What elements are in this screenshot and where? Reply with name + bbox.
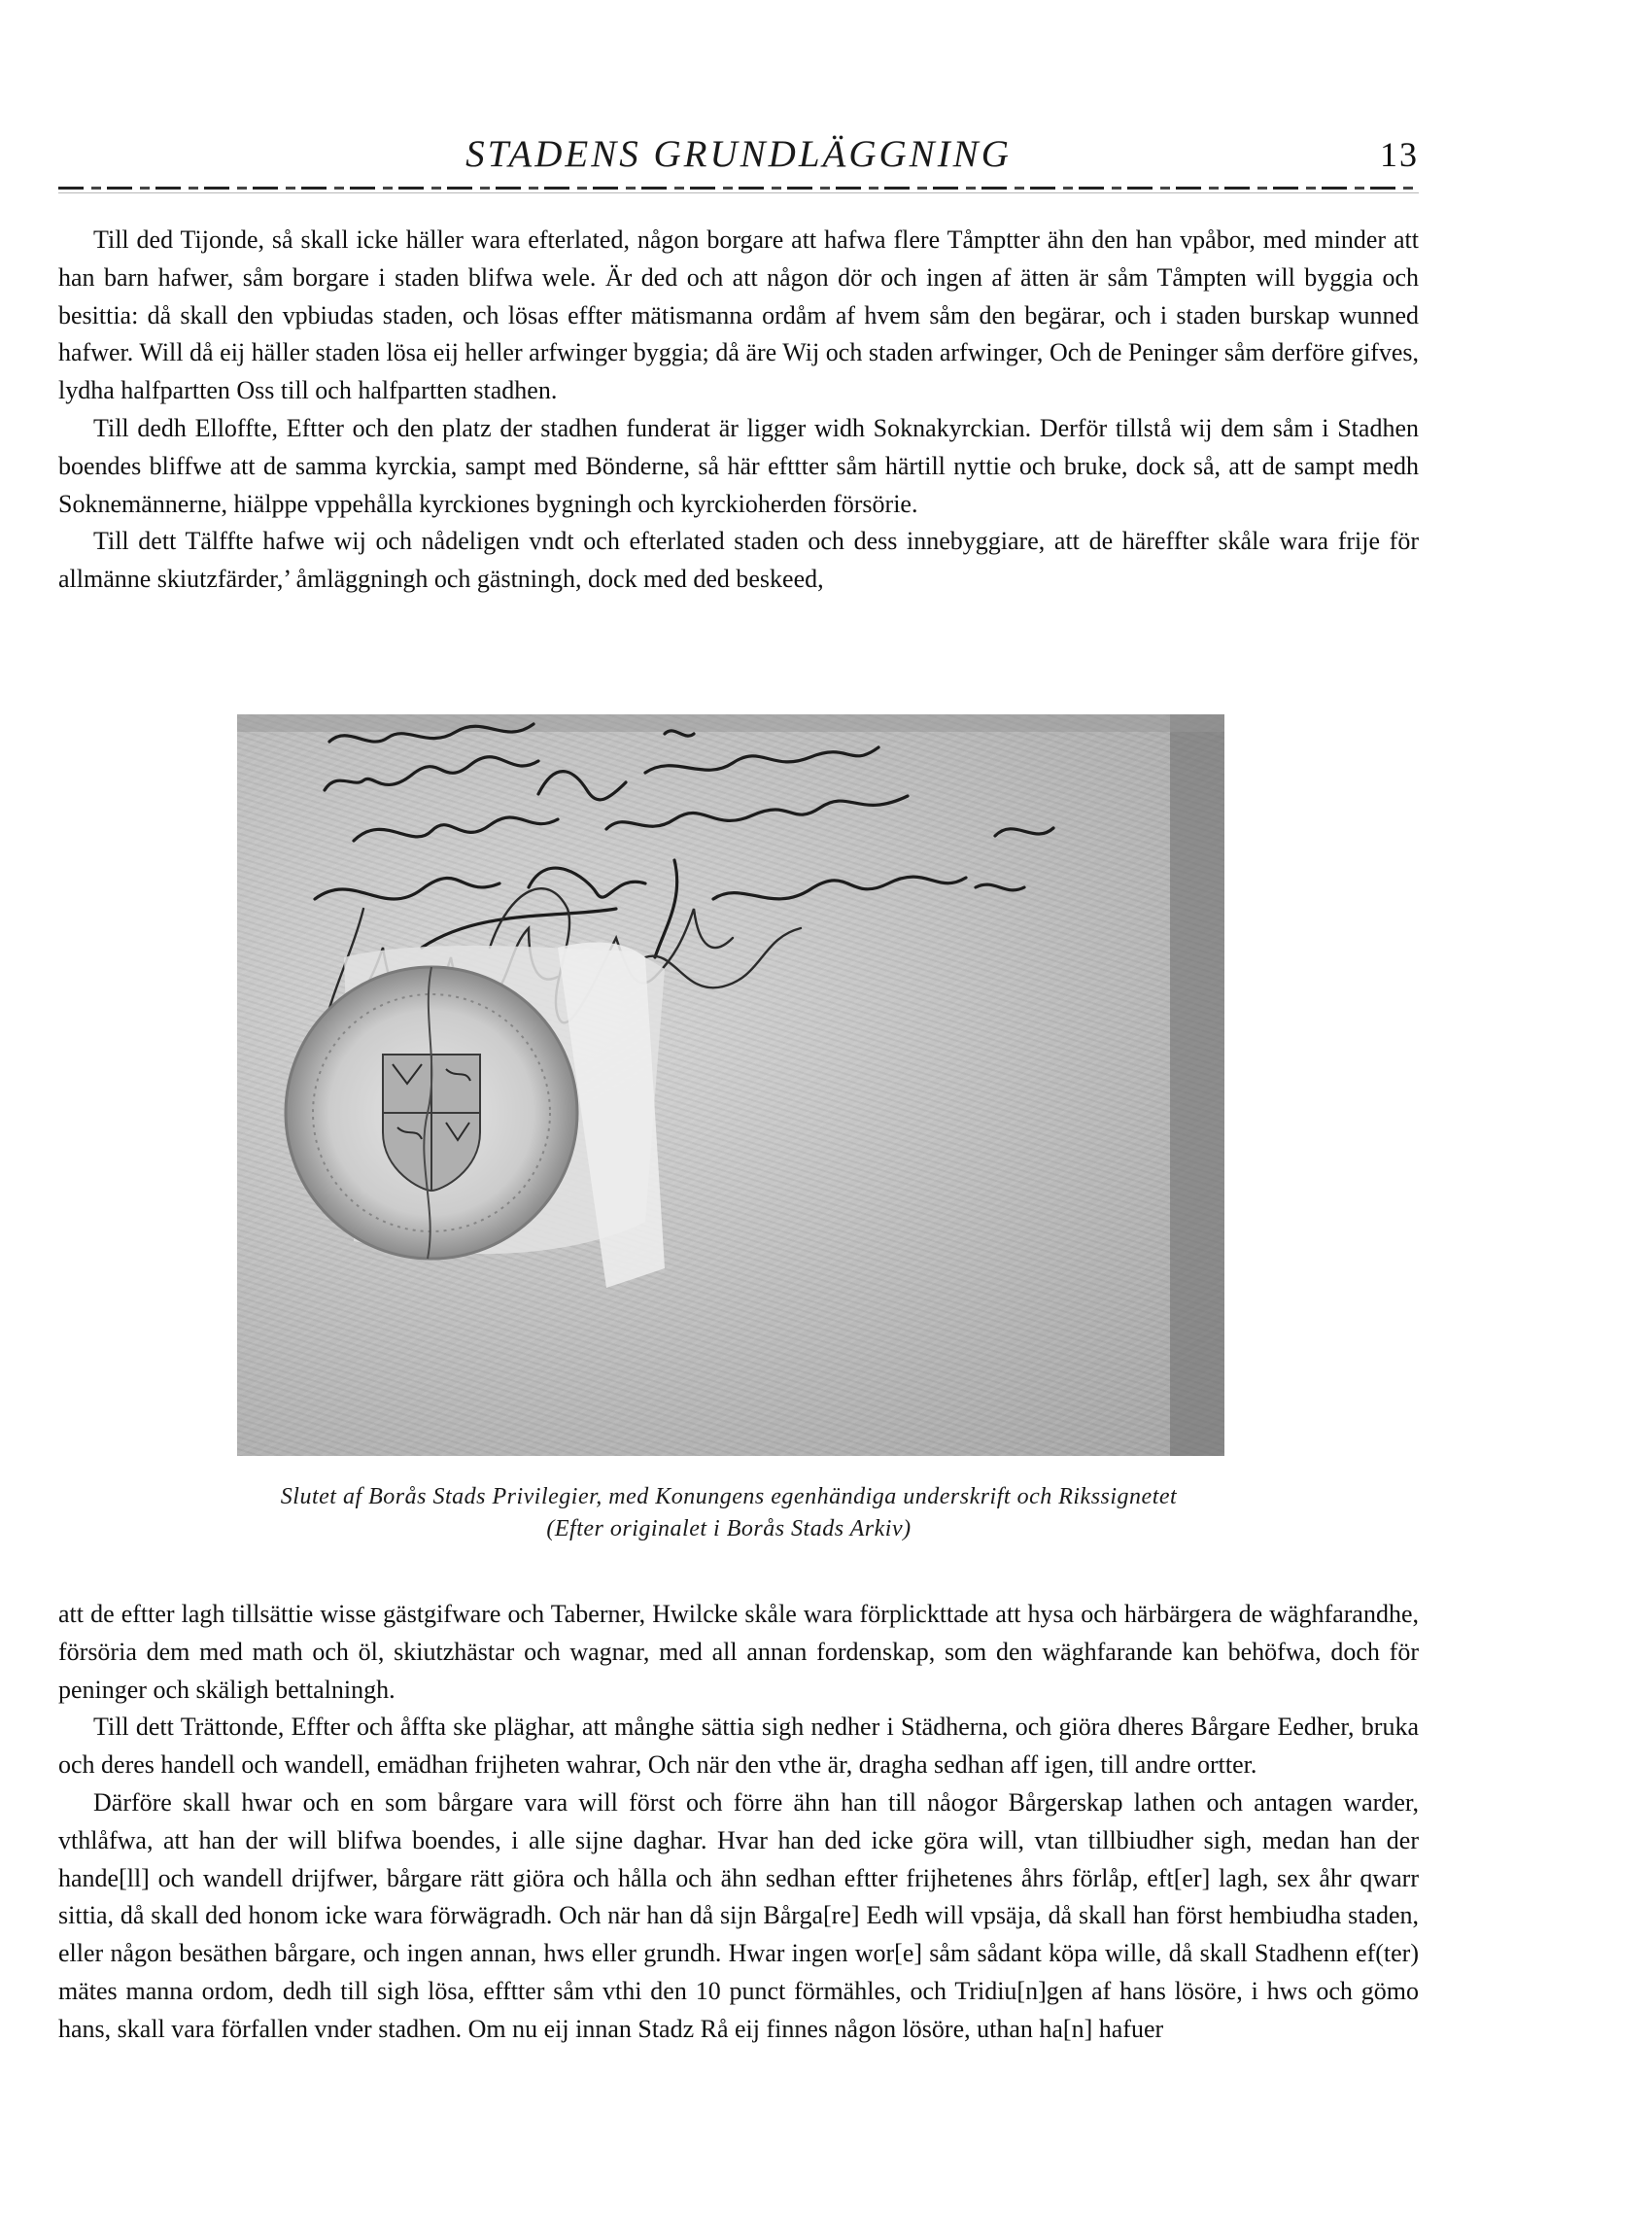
paragraph-twelfth: Till dett Tälffte hafwe wij och nådeligen vndt och efterlated staden och dess innebyggiare, att de häreffter skåle wara frije för allmänne skiutzfärder,’ åmläggningh och gästningh, dock med ded beskeed, [58,527,1419,594]
caption-line-2: (Efter originalet i Borås Stads Arkiv) [546,1516,912,1541]
paragraph-tenth: Till ded Tijonde, så skall icke häller wara efterlated, någon borgare att hafwa flere Tåmptter ähn den han vpåbor, med minder att han barn hafwer, såm borgare i staden blifwa wele. Är ded och att någon dör och ingen af ätten är såm Tåmpten will byggia och besittia: då skall den vpbiudas staden, och lösas effter mätismanna ordåm af hvem såm den begärar, och i staden burskap wunned hafwer. Will då eij häller staden lösa eij heller arfwinger byggia; då äre Wij och staden arfwinger, Och de Peninger såm derföre gifves, lydha halfpartten Oss till och halfpartten stadhen. [58,225,1419,405]
page-number: 13 [1380,135,1419,174]
manuscript-photograph [237,714,1224,1456]
paragraph-thirteenth: Till dett Trättonde, Effter och åffta ske pläghar, att månghe sättia sigh nedher i Städherna, och giöra dheres Bårgare Eedher, bruka och deres handell och wandell, emädhan frijheten wahrar, Och när den vthe är, dragha sedhan aff igen, till andre ortter. [58,1713,1419,1780]
body-text-top [58,222,1419,599]
manuscript-illustration [237,714,1224,1456]
header-rule-shadow [58,192,1419,193]
page-edge-shadow [1170,714,1224,1456]
header-rule [58,187,1419,190]
page-header [58,132,1419,181]
body-text-bottom [58,1596,1419,2049]
paragraph-eleventh: Till dedh Elloffte, Eftter och den platz der stadhen funderat är ligger widh Soknakyrckian. Derför tillstå wij dem såm i Stadhen boendes bliffwe att de samma kyrckia, sampt med Bönderne, så här efttter såm härtill nyttie och bruke, dock så, att de sampt medh Soknemännerne, hiälppe vppehålla kyrckiones bygningh och kyrckioherden försörie. [58,413,1419,518]
figure-caption [194,1481,1263,1545]
running-title: STADENS GRUNDLÄGGNING [465,133,1012,175]
paragraph-continuation: att de eftter lagh tillsättie wisse gästgifware och Taberner, Hwilcke skåle wara förplickttade att hysa och härbärgera de wäghfarandhe, försöria dem med math och öl, skiutzhästar och wagnar, med all annan fordenskap, som den wäghfarande kan behöfwa, doch för peninger och skäligh bettalningh. [58,1600,1419,1704]
handwritten-lines [315,724,1053,957]
caption-line-1: Slutet af Borås Stads Privilegier, med Konungens egenhändiga underskrift och Rikssignetet [280,1484,1178,1509]
paragraph-therefore: Därföre skall hwar och en som bårgare vara will först och förre ähn han till nåogor Bårgerskap lathen och antagen warder, vthlåfwa, att han der will blifwa boendes, i alle sijne daghar. Hvar han ded icke göra will, vtan tillbiudher sigh, medan han der hande[ll] och wandell drijfwer, bårgare rätt giöra och hålla och ähn sedhan eftter frijhetenes åhrs förlåp, eft[er] lagh, sex åhr qwarr sittia, då skall ded honom icke wara förwägradh. Och när han då sijn Bårga[re] Eedh will vpsäja, då skall han först hembiudha staden, eller någon besäthen bårgare, och ingen annan, hws eller grundh. Hwar ingen wor[e] såm sådant köpa wille, då skall Stadhenn ef(ter) mätes manna ordom, dedh till sigh lösa, efftter såm vthi den 10 punct förmähles, och Tridiu[n]gen af hans lösöre, i hws och gömo hans, skall vara förfallen vnder stadhen. Om nu eij innan Stadz Rå eij finnes någon lösöre, uthan ha[n] hafuer [58,1787,1419,2043]
